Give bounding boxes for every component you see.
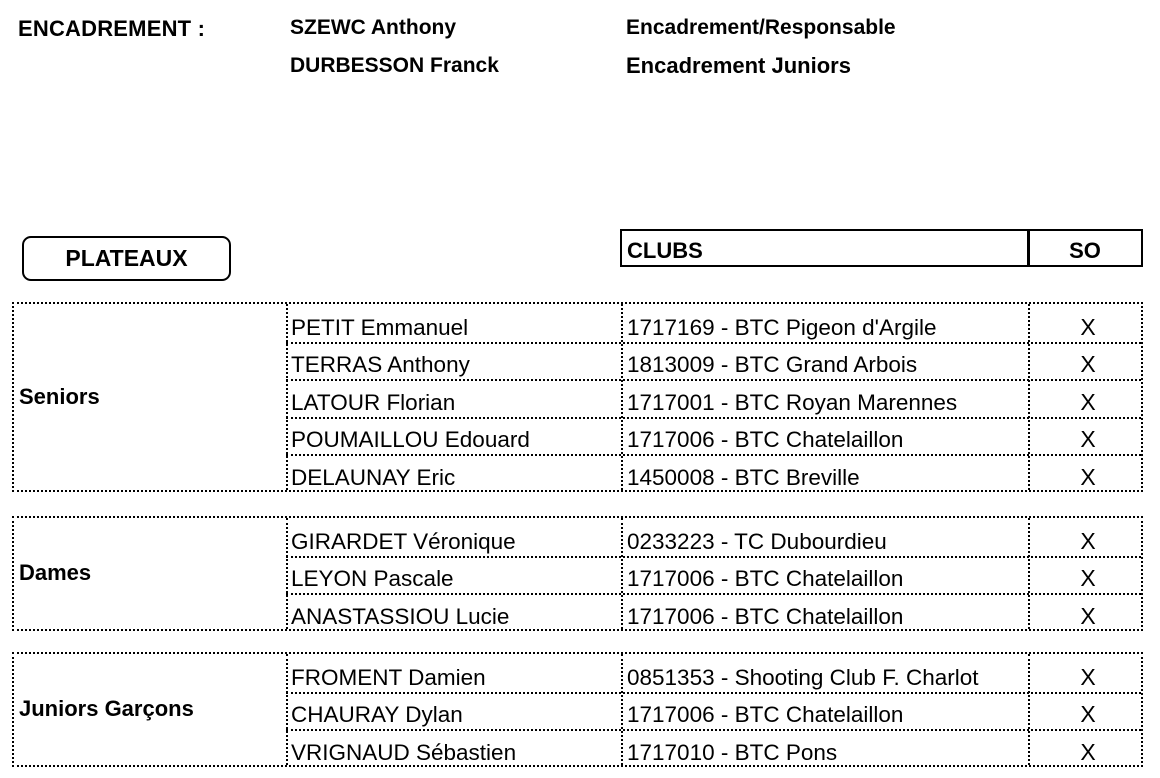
encadrement-label: ENCADREMENT : xyxy=(18,16,206,41)
club-cell: 1717169 - BTC Pigeon d'Argile xyxy=(627,314,937,340)
group-label: Seniors xyxy=(19,383,100,409)
player-name: ANASTASSIOU Lucie xyxy=(291,603,510,629)
staff-role: Encadrement Juniors xyxy=(626,53,851,78)
so-mark: X xyxy=(1080,351,1096,377)
table-row xyxy=(286,454,1141,492)
table-row xyxy=(286,379,1141,417)
table-row xyxy=(286,729,1141,767)
so-column-header: SO xyxy=(1027,229,1143,267)
table-row xyxy=(286,556,1141,594)
club-cell: 1717010 - BTC Pons xyxy=(627,739,838,765)
so-mark: X xyxy=(1080,388,1096,415)
so-mark: X xyxy=(1080,565,1096,591)
plateaux-title: PLATEAUX xyxy=(22,236,231,281)
group-label: Juniors Garçons xyxy=(19,696,194,722)
staff-name: DURBESSON Franck xyxy=(290,54,499,77)
group-label: Dames xyxy=(19,560,92,586)
table-row xyxy=(286,692,1141,730)
player-name: TERRAS Anthony xyxy=(291,352,470,377)
club-cell: 1450008 - BTC Breville xyxy=(627,464,860,490)
so-mark: X xyxy=(1080,313,1096,340)
club-cell: 0233223 - TC Dubourdieu xyxy=(627,528,887,554)
player-name: FROMENT Damien xyxy=(291,664,486,690)
club-cell: 1717006 - BTC Chatelaillon xyxy=(627,702,904,727)
so-mark: X xyxy=(1080,602,1096,629)
player-name: DELAUNAY Eric xyxy=(291,464,456,490)
player-name: PETIT Emmanuel xyxy=(291,314,469,340)
so-mark: X xyxy=(1080,663,1096,690)
table-row xyxy=(286,417,1141,455)
so-mark: X xyxy=(1080,527,1096,554)
table-row xyxy=(286,518,1141,556)
table-row xyxy=(286,654,1141,692)
table-row xyxy=(286,342,1141,380)
table-row xyxy=(286,593,1141,631)
club-cell: 1813009 - BTC Grand Arbois xyxy=(627,352,918,377)
clubs-column-header: CLUBS xyxy=(620,229,1030,267)
club-cell: 0851353 - Shooting Club F. Charlot xyxy=(627,664,979,690)
player-name: POUMAILLOU Edouard xyxy=(291,427,530,452)
player-name: LEYON Pascale xyxy=(291,566,454,591)
club-cell: 1717006 - BTC Chatelaillon xyxy=(627,603,904,629)
club-cell: 1717006 - BTC Chatelaillon xyxy=(627,427,904,452)
so-mark: X xyxy=(1080,426,1096,452)
player-name: LATOUR Florian xyxy=(291,389,456,415)
staff-name: SZEWC Anthony xyxy=(290,16,457,39)
club-cell: 1717006 - BTC Chatelaillon xyxy=(627,566,904,591)
staff-role: Encadrement/Responsable xyxy=(626,16,896,39)
so-mark: X xyxy=(1080,463,1096,490)
player-name: VRIGNAUD Sébastien xyxy=(291,739,517,765)
group-2 xyxy=(12,652,1143,767)
club-cell: 1717001 - BTC Royan Marennes xyxy=(627,389,958,415)
group-1 xyxy=(12,516,1143,631)
player-name: GIRARDET Véronique xyxy=(291,528,516,554)
so-mark: X xyxy=(1080,738,1096,765)
table-row xyxy=(286,304,1141,342)
group-0 xyxy=(12,302,1143,492)
player-name: CHAURAY Dylan xyxy=(291,702,463,727)
so-mark: X xyxy=(1080,701,1096,727)
